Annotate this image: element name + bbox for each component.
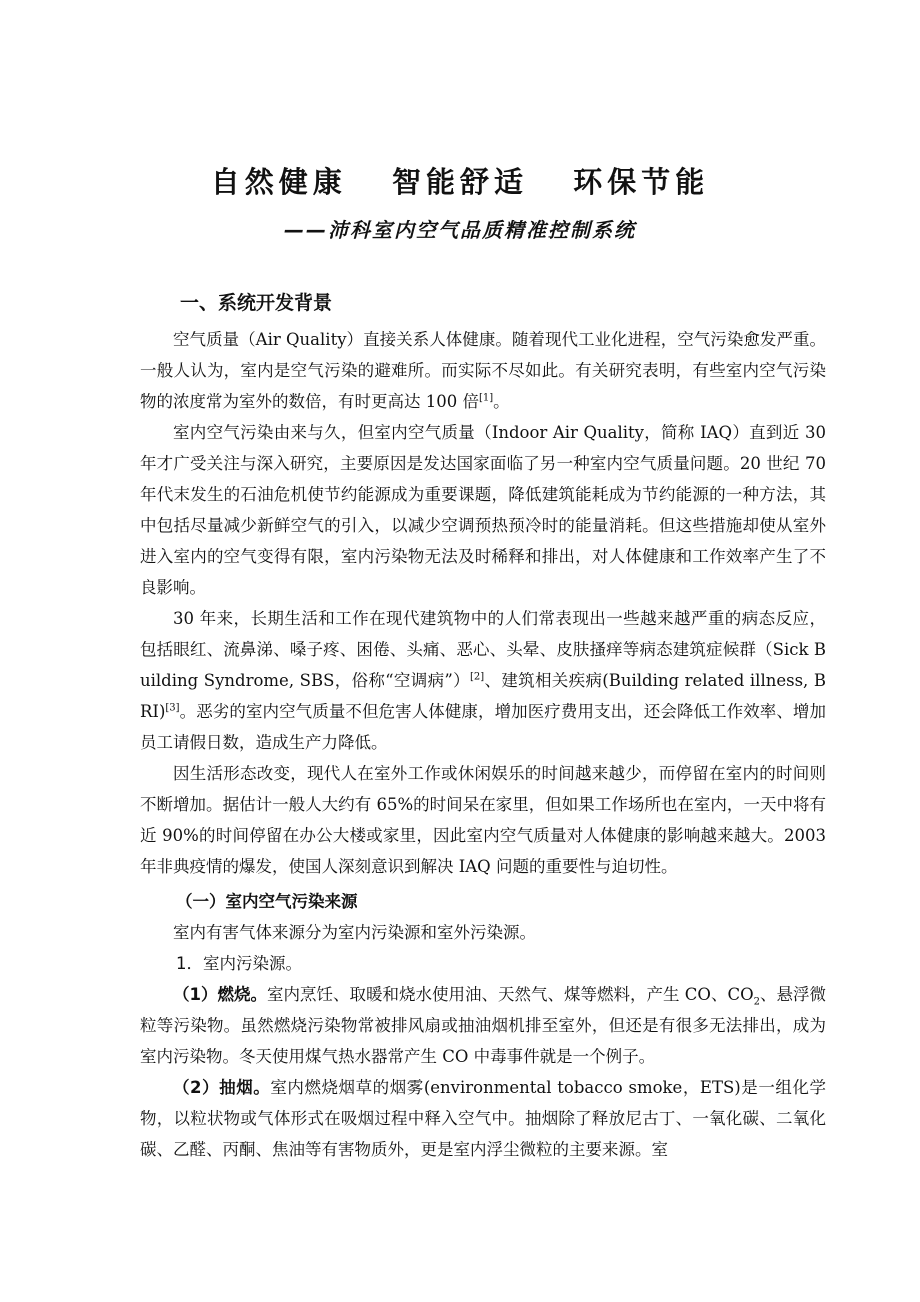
- list-heading-indoor-sources: 1．室内污染源。: [176, 954, 302, 973]
- subsection-heading: （一）室内空气污染来源: [176, 892, 358, 911]
- paragraph-text: 空气质量（Air Quality）直接关系人体健康。随着现代工业化进程，空气污染愈发严重。一般人认为，室内是空气污染的避难所。而实际不尽如此。有关研究表明，有些室内空气污染物的浓度常为室外的数倍，有时更高达 100 倍: [140, 330, 826, 411]
- paragraph-iaq-history: 室内空气污染由来与久，但室内空气质量（Indoor Air Quality，简称 IAQ）直到近 30 年才广受关注与深入研究，主要原因是发达国家面临了另一种室内空气质量问题。20 世纪 70 年代末发生的石油危机使节约能源成为重要课题，降低建筑能耗成为节约能源的一种方法，其中包括尽量减少新鲜空气的引入，以减少空调预热预冷时的能量消耗。但这些措施却使从室外进入室内的空气变得有限，室内污染物无法及时稀释和排出，对人体健康和工作效率产生了不良影响。: [140, 423, 826, 597]
- paragraph-text: 、悬浮微粒等污染物。虽然燃烧污染物常被排风扇或抽油烟机排至室外，但还是有很多无法排出，成为室内污染物。冬天使用煤气热水器常产生 CO 中毒事件就是一个例子。: [140, 985, 826, 1066]
- citation-ref: [1]: [478, 392, 494, 404]
- paragraph-text: 。恶劣的室内空气质量不但危害人体健康，增加医疗费用支出，还会降低工作效率、增加员工请假日数，造成生产力降低。: [140, 702, 826, 752]
- paragraph-text: 、建筑相关疾病(Building related illness, BRI): [140, 671, 827, 721]
- citation-ref: [3]: [165, 702, 180, 714]
- paragraph-sbs: [140, 603, 826, 758]
- lead-term: （1）燃烧。: [173, 985, 267, 1004]
- paragraph-combustion: [140, 979, 826, 1072]
- paragraph-sources-intro: 室内有害气体来源分为室内污染源和室外污染源。: [173, 923, 536, 942]
- subscript: 2: [753, 996, 760, 1008]
- citation-ref: [2]: [470, 671, 485, 683]
- section-heading: 一、系统开发背景: [180, 292, 333, 314]
- document-body: [140, 288, 826, 1165]
- paragraph-smoking: [140, 1072, 826, 1165]
- paragraph-text: 室内烹饪、取暖和烧水使用油、天然气、煤等燃料，产生 CO、CO: [267, 985, 754, 1004]
- page-subtitle: ——沛科室内空气品质精准控制系统: [284, 218, 636, 242]
- page-title: 自然健康 智能舒适 环保节能: [210, 165, 710, 199]
- paragraph-text: 。: [493, 392, 510, 411]
- paragraph-lifestyle: 因生活形态改变，现代人在室外工作或休闲娱乐的时间越来越少，而停留在室内的时间则不断增加。据估计一般人大约有 65%的时间呆在家里，但如果工作场所也在室内，一天中将有近 90%的时间停留在办公大楼或家里，因此室内空气质量对人体健康的影响越来越大。2003 年非典疫情的爆发，使国人深刻意识到解决 IAQ 问题的重要性与迫切性。: [140, 764, 826, 876]
- lead-term: （2）抽烟。: [173, 1078, 271, 1097]
- paragraph-air-quality: [140, 324, 826, 417]
- paragraph-text: 室内燃烧烟草的烟雾(environmental tobacco smoke，ETS)是一组化学物，以粒状物或气体形式在吸烟过程中释入空气中。抽烟除了释放尼古丁、一氧化碳、二氧化碳、乙醛、丙酮、焦油等有害物质外，更是室内浮尘微粒的主要来源。室: [140, 1078, 826, 1159]
- paragraph-text: 30 年来，长期生活和工作在现代建筑物中的人们常表现出一些越来越严重的病态反应，包括眼红、流鼻涕、嗓子疼、困倦、头痛、恶心、头晕、皮肤搔痒等病态建筑症候群（Sick Building Syndrome, SBS，俗称“空调病”）: [140, 609, 826, 690]
